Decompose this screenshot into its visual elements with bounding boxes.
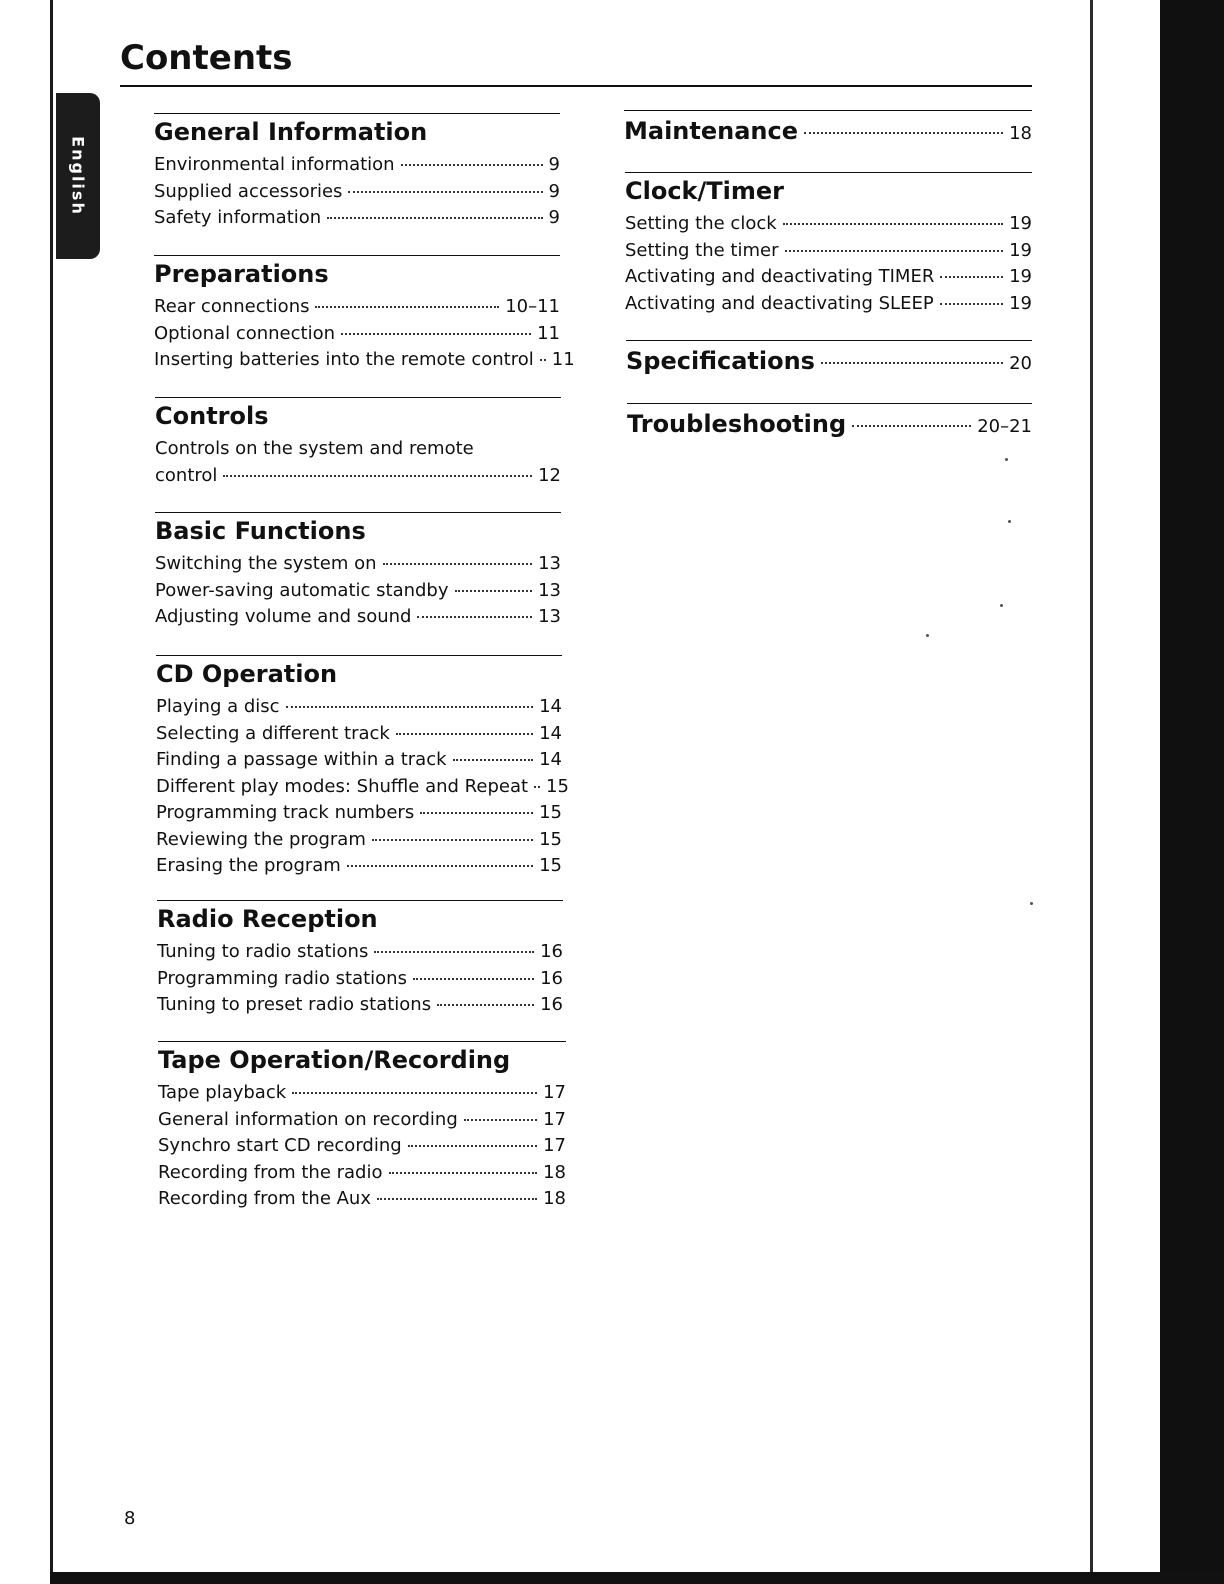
toc-entry-page: 11 [551,349,575,370]
section-preparations [154,255,575,374]
toc-entry-label: Tape playback [158,1082,287,1103]
dot-leader [413,978,534,980]
dot-leader [341,333,531,335]
dot-leader [396,733,533,735]
section-radio-reception [157,900,563,1019]
dot-leader [852,425,971,427]
toc-entry-page: 9 [548,180,560,202]
toc-entry-page: 13 [538,579,561,601]
dot-leader [315,306,499,308]
section-rule [626,340,1032,341]
dot-leader [408,1145,537,1147]
dot-leader [437,1004,534,1006]
title-rule [120,85,1032,87]
toc-entry-label: Programming track numbers [156,802,415,823]
section-heading: Radio Reception [157,905,378,933]
dot-leader [940,303,1003,305]
toc-entry-page: 9 [548,207,560,228]
dot-leader [223,475,532,477]
dot-leader [534,786,540,788]
toc-entry-label: Different play modes: Shuffle and Repeat [156,775,529,797]
toc-entry-label: Recording from the radio [158,1161,383,1183]
toc-entry[interactable] [154,179,560,206]
toc-entry[interactable] [155,604,561,631]
dot-leader [455,590,533,592]
toc-entry[interactable] [158,1160,566,1187]
section-general-information [154,113,560,232]
scan-speck [1030,902,1033,905]
toc-entry-label: Rear connections [154,296,310,317]
toc-entry[interactable] [158,1107,566,1134]
section-heading: Tape Operation/Recording [158,1046,511,1074]
toc-entry[interactable] [156,747,562,774]
section-heading: Basic Functions [155,517,366,545]
section-rule [625,172,1032,173]
toc-entry[interactable] [157,966,563,993]
toc-entry-page: 18 [1009,123,1032,144]
language-tab-label: English [68,136,88,216]
section-cd-operation [156,655,569,880]
toc-heading-entry[interactable] [627,410,1032,438]
toc-entry-page: 15 [546,775,569,797]
toc-entry-label: Tuning to radio stations [157,941,369,962]
section-heading: CD Operation [156,660,338,688]
toc-entry-label: Adjusting volume and sound [155,606,412,627]
section-rule [157,900,563,901]
dot-leader [821,362,1003,364]
section-basic-functions [155,512,561,631]
scan-speck [1005,458,1008,461]
dot-leader [377,1198,537,1200]
toc-entry-label: Activating and deactivating TIMER [625,266,935,287]
toc-entry[interactable] [155,551,561,578]
section-rule [155,512,561,513]
dot-leader [940,276,1003,278]
section-maintenance [624,110,1032,145]
toc-entry[interactable] [154,347,575,374]
toc-entry-page: 17 [543,1108,566,1130]
toc-entry[interactable] [625,238,1032,265]
toc-entry-page: 17 [543,1135,566,1156]
toc-entry-page: 15 [539,855,562,876]
toc-entry-label: Setting the clock [625,213,777,234]
section-clock-timer [625,172,1032,317]
toc-entry[interactable] [157,992,563,1019]
section-heading: Clock/Timer [625,177,784,205]
toc-entry[interactable] [158,1133,566,1160]
toc-entry[interactable] [625,211,1032,238]
toc-entry[interactable] [156,774,569,801]
toc-entry-page: 17 [543,1082,566,1103]
toc-entry[interactable] [154,321,560,348]
dot-leader [540,359,546,361]
toc-entry-label: Recording from the Aux [158,1188,371,1209]
toc-entry-label: Setting the timer [625,239,779,261]
toc-entry-label: Power-saving automatic standby [155,579,449,601]
section-controls [155,397,561,489]
toc-entry-page: 19 [1009,292,1032,314]
toc-entry[interactable] [154,294,560,321]
dot-leader [420,812,533,814]
toc-entry-page: 19 [1009,239,1032,261]
section-heading: Preparations [154,260,329,288]
toc-entry[interactable] [156,800,562,827]
dot-leader [383,563,533,565]
toc-entry-label: control [155,464,218,486]
toc-entry-label: General information on recording [158,1108,458,1130]
section-rule [154,113,560,114]
section-heading: Controls [155,402,269,430]
dot-leader [417,616,532,618]
toc-entry-label: Optional connection [154,322,336,344]
toc-entry-label: Inserting batteries into the remote control [154,349,534,370]
dot-leader [372,839,533,841]
section-rule [627,403,1032,404]
toc-entry-page: 10–11 [505,296,560,317]
toc-entry-label: Safety information [154,207,322,228]
toc-heading-entry[interactable] [626,347,1032,375]
toc-entry[interactable] [625,291,1032,318]
toc-entry-label: Activating and deactivating SLEEP [625,292,934,314]
toc-entry[interactable] [156,721,562,748]
section-heading: Specifications [626,347,815,375]
toc-entry[interactable] [156,853,562,880]
dot-leader [401,164,543,166]
toc-entry-page: 16 [540,941,563,962]
toc-entry[interactable] [158,1186,566,1213]
dot-leader [464,1119,537,1121]
toc-entry-page: 18 [543,1161,566,1183]
toc-entry[interactable] [155,463,561,490]
dot-leader [348,191,542,193]
section-heading: General Information [154,118,428,146]
toc-entry-page: 20 [1009,353,1032,374]
scan-speck [1008,520,1011,523]
scan-border-left [50,0,53,1584]
toc-entry-page: 20–21 [977,416,1032,437]
toc-entry-page: 9 [548,154,560,175]
section-tape-operation-recording [158,1041,566,1213]
toc-entry-label: Programming radio stations [157,967,407,989]
toc-entry-page: 13 [538,553,561,574]
dot-leader [327,217,542,219]
toc-entry-page: 14 [539,749,562,770]
toc-entry-label: Supplied accessories [154,180,343,202]
toc-entry-page: 14 [539,696,562,717]
toc-entry-page: 13 [538,606,561,627]
toc-entry-label: Reviewing the program [156,828,366,850]
page-number: 8 [124,1508,136,1529]
toc-entry[interactable] [156,694,562,721]
toc-entry-page: 15 [539,802,562,823]
section-heading: Troubleshooting [627,410,847,438]
toc-entry-label: Synchro start CD recording [158,1135,402,1156]
dot-leader [286,706,534,708]
scan-speck [1000,604,1003,607]
toc-entry-page: 16 [540,994,563,1015]
toc-entry-page: 15 [539,828,562,850]
toc-heading-entry[interactable] [624,117,1032,145]
toc-entry-page: 14 [539,722,562,744]
toc-entry[interactable] [158,1080,566,1107]
scan-border-bottom [50,1572,1224,1584]
page-title: Contents [120,38,293,78]
toc-entry-label: Tuning to preset radio stations [157,994,432,1015]
section-specifications [626,340,1032,375]
scan-border-right-inner [1090,0,1093,1584]
toc-entry-page: 11 [537,322,560,344]
toc-entry-line1[interactable]: Controls on the system and remote [155,438,474,459]
toc-entry-label: Selecting a different track [156,722,390,744]
section-troubleshooting [627,403,1032,438]
scan-speck [926,634,929,637]
toc-entry-page: 19 [1009,266,1032,287]
toc-entry[interactable] [154,205,560,232]
section-rule [156,655,562,656]
dot-leader [389,1172,538,1174]
section-rule [154,255,560,256]
toc-entry-label: Finding a passage within a track [156,749,447,770]
toc-entry-label: Switching the system on [155,553,377,574]
dot-leader [347,865,533,867]
toc-entry-label: Environmental information [154,154,395,175]
section-rule [155,397,561,398]
toc-entry-page: 19 [1009,213,1032,234]
section-rule [624,110,1032,111]
toc-entry[interactable] [154,152,560,179]
language-tab [56,93,100,259]
toc-entry-page: 18 [543,1188,566,1209]
dot-leader [453,759,534,761]
toc-entry[interactable] [625,264,1032,291]
toc-entry-label: Erasing the program [156,855,341,876]
dot-leader [374,951,534,953]
section-rule [158,1041,566,1042]
toc-entry[interactable] [157,939,563,966]
toc-entry-page: 16 [540,967,563,989]
toc-entry[interactable] [156,827,562,854]
dot-leader [783,223,1003,225]
toc-entry-label: Playing a disc [156,696,280,717]
dot-leader [804,132,1003,134]
section-heading: Maintenance [624,117,799,145]
toc-entry-page: 12 [538,464,561,486]
dot-leader [292,1092,537,1094]
toc-entry[interactable] [155,578,561,605]
scan-border-right [1160,0,1224,1584]
dot-leader [785,250,1004,252]
